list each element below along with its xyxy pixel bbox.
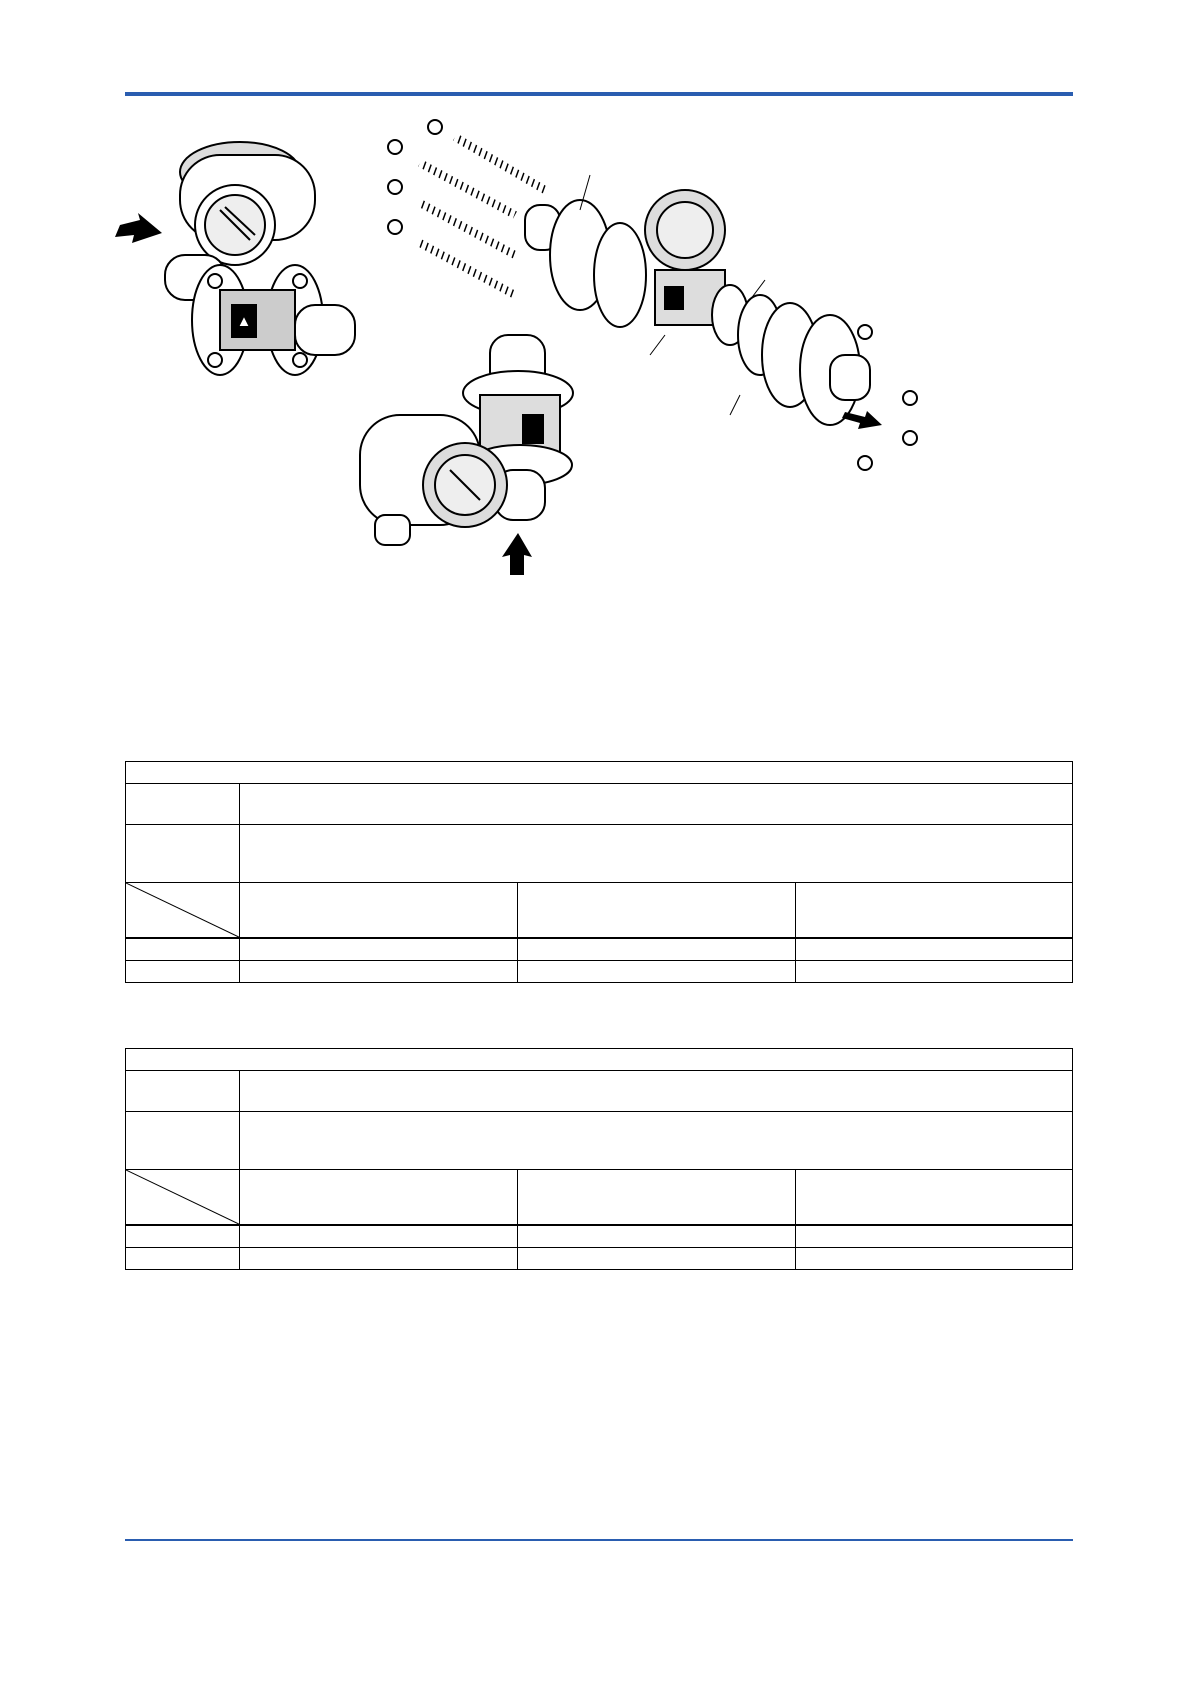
table-corner-cell xyxy=(126,1170,240,1226)
table-title xyxy=(126,762,1073,784)
table-cell xyxy=(239,961,517,983)
table-row-label xyxy=(126,961,240,983)
table-cell xyxy=(239,1225,517,1248)
table-row-label xyxy=(126,825,240,883)
table-cell xyxy=(239,1112,1072,1170)
footer-rule xyxy=(125,1539,1073,1541)
table-cell xyxy=(795,961,1072,983)
table-cell xyxy=(239,938,517,961)
table-cell xyxy=(795,1248,1072,1270)
spec-table-1 xyxy=(125,761,1073,983)
table-row-label xyxy=(126,1225,240,1248)
table-cell xyxy=(518,1248,795,1270)
flow-arrow-icon xyxy=(115,213,162,243)
spec-table-2 xyxy=(125,1048,1073,1270)
table-row-label xyxy=(126,1112,240,1170)
table-column-header xyxy=(239,883,517,939)
table-corner-cell xyxy=(126,883,240,939)
table-row-label xyxy=(126,938,240,961)
vertical-flowmeter-icon xyxy=(360,335,573,545)
installation-figure xyxy=(110,115,1010,635)
table-cell xyxy=(239,784,1072,825)
header-rule xyxy=(125,92,1073,96)
table-row-label xyxy=(126,1071,240,1112)
table-cell xyxy=(239,825,1072,883)
table-cell xyxy=(239,1248,517,1270)
table-title xyxy=(126,1049,1073,1071)
table-column-header xyxy=(518,1170,795,1226)
table-column-header xyxy=(239,1170,517,1226)
table-column-header xyxy=(518,883,795,939)
table-column-header xyxy=(795,883,1072,939)
table-row-label xyxy=(126,1248,240,1270)
table-cell xyxy=(518,1225,795,1248)
table-column-header xyxy=(795,1170,1072,1226)
exploded-flange-assembly-icon xyxy=(388,120,917,470)
table-cell xyxy=(239,1071,1072,1112)
table-row-label xyxy=(126,784,240,825)
table-cell xyxy=(795,1225,1072,1248)
table-cell xyxy=(795,938,1072,961)
horizontal-flowmeter-icon xyxy=(165,142,355,375)
table-cell xyxy=(518,961,795,983)
table-cell xyxy=(518,938,795,961)
